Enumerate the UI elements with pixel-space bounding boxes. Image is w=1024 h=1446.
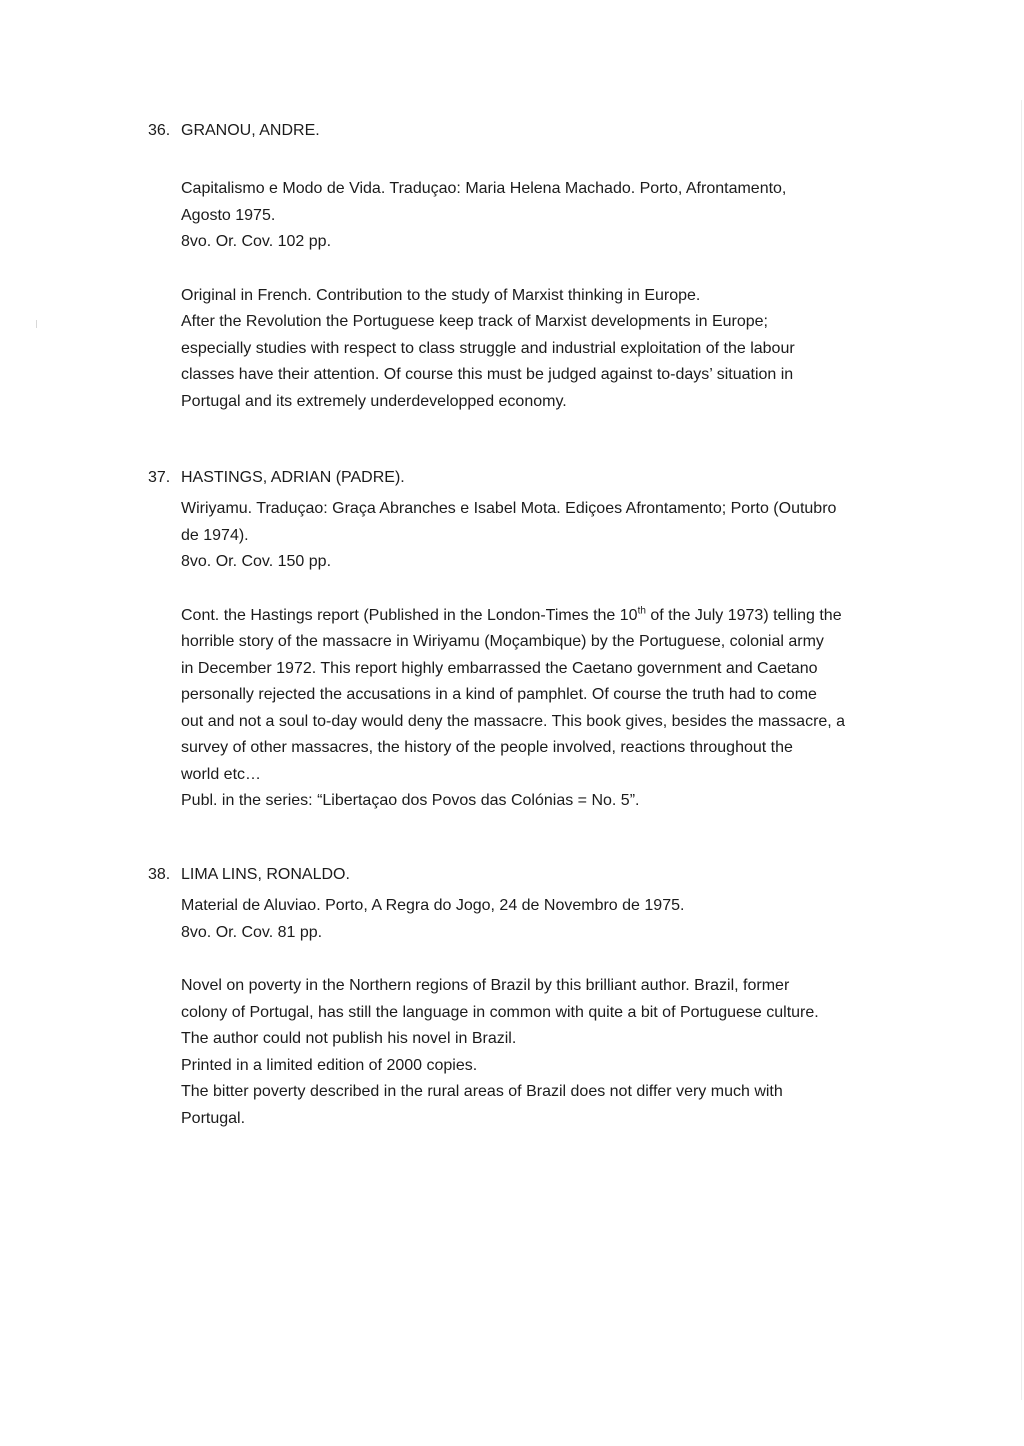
catalogue-entry-38 bbox=[148, 866, 908, 1132]
description-line: Portugal and its extremely underdevelopped economy. bbox=[181, 392, 567, 410]
entry-author: GRANOU, ANDRE. bbox=[181, 122, 320, 139]
description-line: The bitter poverty described in the rural areas of Brazil does not differ very much with bbox=[181, 1083, 783, 1100]
description-text: Cont. the Hastings report (Published in the London-Times the 10 bbox=[181, 606, 638, 624]
entry-heading bbox=[148, 469, 908, 496]
description-line: Portugal. bbox=[181, 1109, 246, 1127]
description-text: of the July 1973) telling the bbox=[645, 606, 842, 624]
biblio-line: 8vo. Or. Cov. 150 pp. bbox=[181, 553, 332, 570]
biblio-line: Agosto 1975. bbox=[181, 206, 276, 224]
description-line: out and not a soul to-day would deny the massacre. This book gives, besides the massacre, a bbox=[181, 712, 846, 730]
catalogue-entry-36 bbox=[148, 122, 908, 415]
description-line: The author could not publish his novel in Brazil. bbox=[181, 1030, 517, 1047]
biblio-line: 8vo. Or. Cov. 102 pp. bbox=[181, 233, 332, 250]
description-line bbox=[181, 603, 908, 630]
entry-number: 37. bbox=[148, 469, 171, 486]
biblio-line: Wiriyamu. Traduçao: Graça Abranches e Isabel Mota. Ediçoes Afrontamento; Porto (Outubro bbox=[181, 500, 837, 517]
description-line: personally rejected the accusations in a kind of pamphlet. Of course the truth had to come bbox=[181, 686, 817, 703]
scan-edge bbox=[1021, 100, 1022, 1400]
description-line: classes have their attention. Of course this must be judged against to-days’ situation in bbox=[181, 366, 794, 383]
biblio-line: Material de Aluviao. Porto, A Regra do Jogo, 24 de Novembro de 1975. bbox=[181, 897, 685, 914]
entry-author: HASTINGS, ADRIAN (PADRE). bbox=[181, 469, 405, 486]
catalogue-entry-37 bbox=[148, 469, 908, 815]
series-line: Publ. in the series: “Libertaçao dos Povos das Colónias = No. 5”. bbox=[181, 792, 640, 809]
description-line: especially studies with respect to class struggle and industrial exploitation of the labour bbox=[181, 339, 795, 357]
description-line: survey of other massacres, the history of the people involved, reactions throughout the bbox=[181, 739, 793, 756]
description-line: After the Revolution the Portuguese keep track of Marxist developments in Europe; bbox=[181, 313, 768, 330]
description-line: Novel on poverty in the Northern regions of Brazil by this brilliant author. Brazil, former bbox=[181, 977, 790, 994]
description-line: Original in French. Contribution to the study of Marxist thinking in Europe. bbox=[181, 286, 701, 304]
entry-body bbox=[148, 149, 908, 415]
description-line: colony of Portugal, has still the language in common with quite a bit of Portuguese culture. bbox=[181, 1003, 819, 1021]
biblio-line: 8vo. Or. Cov. 81 pp. bbox=[181, 923, 323, 941]
entry-heading bbox=[148, 122, 908, 149]
description-line: horrible story of the massacre in Wiriyamu (Moçambique) by the Portuguese, colonial army bbox=[181, 633, 824, 650]
biblio-line: Capitalismo e Modo de Vida. Traduçao: Maria Helena Machado. Porto, Afrontamento, bbox=[181, 180, 787, 197]
entry-number: 36. bbox=[148, 122, 171, 139]
biblio-line: de 1974). bbox=[181, 526, 249, 544]
entry-author: LIMA LINS, RONALDO. bbox=[181, 866, 350, 883]
entry-body bbox=[148, 893, 908, 1132]
entry-number: 38. bbox=[148, 866, 171, 883]
description-line: world etc… bbox=[181, 765, 262, 783]
ordinal-suffix: th bbox=[637, 605, 646, 617]
entry-heading bbox=[148, 866, 908, 893]
entry-body bbox=[148, 496, 908, 815]
description-line: Printed in a limited edition of 2000 copies. bbox=[181, 1056, 478, 1074]
scan-mark bbox=[36, 320, 37, 328]
description-line: in December 1972. This report highly embarrassed the Caetano government and Caetano bbox=[181, 659, 818, 677]
